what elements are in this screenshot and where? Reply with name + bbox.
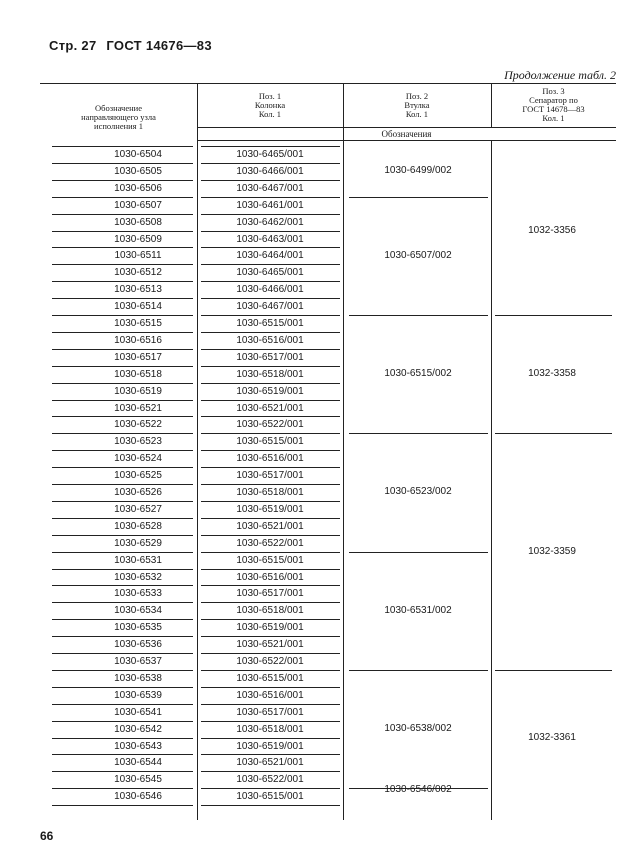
column-header-line: Кол. 1 <box>258 109 282 119</box>
unit-designation: 1030-6519 <box>114 385 162 397</box>
unit-designation: 1030-6508 <box>114 216 162 228</box>
row-rule-unit <box>52 754 193 755</box>
column-designation: 1030-6516/001 <box>236 334 304 346</box>
row-rule-unit <box>52 552 193 553</box>
row-rule-column <box>201 754 340 755</box>
unit-designation: 1030-6534 <box>114 605 162 617</box>
column-designation: 1030-6521/001 <box>236 520 304 532</box>
row-rule-unit <box>52 450 193 451</box>
page-label: Стр. 27 <box>49 38 97 53</box>
column-designation: 1030-6516/001 <box>236 689 304 701</box>
column-designation: 1030-6515/001 <box>236 672 304 684</box>
page-header <box>49 38 218 53</box>
bushing-designation: 1030-6538/002 <box>384 723 452 735</box>
column-designation: 1030-6465/001 <box>236 267 304 279</box>
row-rule-unit <box>52 501 193 502</box>
row-rule-column <box>201 180 340 181</box>
row-rule-unit <box>52 687 193 688</box>
unit-designation: 1030-6535 <box>114 622 162 634</box>
row-rule-unit <box>52 197 193 198</box>
column-designation: 1030-6517/001 <box>236 470 304 482</box>
row-rule-column <box>201 687 340 688</box>
unit-designation: 1030-6521 <box>114 402 162 414</box>
row-rule-unit <box>52 416 193 417</box>
separator-designation: 1032-3359 <box>528 545 576 557</box>
row-rule-unit <box>52 433 193 434</box>
row-rule-unit <box>52 400 193 401</box>
column-header-line: Поз. 2 <box>405 91 429 101</box>
column-header-col2 <box>197 92 343 119</box>
bushing-group-rule <box>349 197 488 198</box>
row-rule-column <box>201 146 340 147</box>
column-designation: 1030-6517/001 <box>236 706 304 718</box>
row-rule-column <box>201 788 340 789</box>
column-designation: 1030-6462/001 <box>236 216 304 228</box>
row-rule-unit <box>52 585 193 586</box>
row-rule-unit <box>52 247 193 248</box>
row-rule-unit <box>52 163 193 164</box>
column-designation: 1030-6517/001 <box>236 588 304 600</box>
table-top-rule <box>40 83 616 84</box>
row-rule-unit <box>52 383 193 384</box>
column-designation: 1030-6464/001 <box>236 250 304 262</box>
unit-designation: 1030-6506 <box>114 182 162 194</box>
column-header-line: Сепаратор по <box>529 95 578 105</box>
row-rule-column <box>201 197 340 198</box>
row-rule-unit <box>52 569 193 570</box>
bushing-group-rule <box>349 315 488 316</box>
bushing-group-rule <box>349 670 488 671</box>
column-designation: 1030-6465/001 <box>236 149 304 160</box>
column-header-line: ГОСТ 14678—83 <box>522 104 585 114</box>
row-rule-unit <box>52 332 193 333</box>
column-designation: 1030-6519/001 <box>236 622 304 634</box>
row-rule-column <box>201 535 340 536</box>
row-rule-column <box>201 231 340 232</box>
unit-designation: 1030-6542 <box>114 723 162 735</box>
row-rule-column <box>201 450 340 451</box>
unit-designation: 1030-6518 <box>114 368 162 380</box>
unit-designation: 1030-6538 <box>114 672 162 684</box>
column-designation: 1030-6516/001 <box>236 571 304 583</box>
unit-designation: 1030-6527 <box>114 503 162 515</box>
column-designation: 1030-6463/001 <box>236 233 304 245</box>
row-rule-column <box>201 332 340 333</box>
column-designation: 1030-6515/001 <box>236 318 304 329</box>
row-rule-column <box>201 214 340 215</box>
row-rule-unit <box>52 214 193 215</box>
header-bottom-rule <box>197 140 616 141</box>
unit-designation: 1030-6514 <box>114 301 162 313</box>
column-divider-1 <box>197 83 198 820</box>
row-rule-unit <box>52 349 193 350</box>
column-header-line: Втулка <box>404 100 430 110</box>
column-designation: 1030-6466/001 <box>236 284 304 296</box>
column-designation: 1030-6519/001 <box>236 385 304 397</box>
row-rule-column <box>201 721 340 722</box>
unit-designation: 1030-6546 <box>114 791 162 803</box>
unit-designation: 1030-6529 <box>114 537 162 549</box>
column-header-col3 <box>343 92 491 119</box>
designation-subheader: Обозначения <box>381 129 432 139</box>
separator-group-rule <box>495 315 612 316</box>
unit-designation: 1030-6515 <box>114 318 162 329</box>
column-designation: 1030-6518/001 <box>236 368 304 380</box>
row-rule-column <box>201 467 340 468</box>
row-rule-unit <box>52 738 193 739</box>
row-rule-column <box>201 349 340 350</box>
header-sub-rule <box>197 127 616 128</box>
row-rule-column <box>201 670 340 671</box>
row-rule-column <box>201 552 340 553</box>
row-rule-column <box>201 585 340 586</box>
unit-designation: 1030-6505 <box>114 165 162 177</box>
separator-designation: 1032-3358 <box>528 368 576 380</box>
row-rule-unit <box>52 146 193 147</box>
column-designation: 1030-6466/001 <box>236 165 304 177</box>
row-rule-column <box>201 518 340 519</box>
row-rule-column <box>201 264 340 265</box>
row-rule-column <box>201 738 340 739</box>
row-rule-unit <box>52 788 193 789</box>
column-header-col1 <box>40 104 197 131</box>
column-header-line: исполнения 1 <box>94 121 143 131</box>
standard-number: ГОСТ 14676—83 <box>106 38 212 53</box>
column-designation: 1030-6517/001 <box>236 351 304 363</box>
row-rule-unit <box>52 721 193 722</box>
row-rule-column <box>201 636 340 637</box>
column-header-line: Поз. 3 <box>542 86 565 96</box>
column-designation: 1030-6515/001 <box>236 791 304 803</box>
unit-designation: 1030-6545 <box>114 774 162 786</box>
column-designation: 1030-6519/001 <box>236 740 304 752</box>
row-rule-column <box>201 704 340 705</box>
column-designation: 1030-6521/001 <box>236 402 304 414</box>
unit-designation: 1030-6531 <box>114 554 162 566</box>
row-rule-column <box>201 298 340 299</box>
bushing-group-rule <box>349 433 488 434</box>
row-rule-unit <box>52 602 193 603</box>
unit-designation: 1030-6525 <box>114 470 162 482</box>
column-designation: 1030-6522/001 <box>236 419 304 431</box>
row-rule-unit <box>52 231 193 232</box>
unit-designation: 1030-6528 <box>114 520 162 532</box>
row-rule-column <box>201 771 340 772</box>
column-designation: 1030-6522/001 <box>236 537 304 549</box>
row-rule-column <box>201 433 340 434</box>
row-rule-unit <box>52 535 193 536</box>
bushing-group-rule <box>349 552 488 553</box>
unit-designation: 1030-6539 <box>114 689 162 701</box>
column-header-line: Кол. 1 <box>405 109 429 119</box>
bushing-designation: 1030-6507/002 <box>384 249 452 261</box>
row-rule-unit <box>52 636 193 637</box>
unit-designation: 1030-6544 <box>114 757 162 769</box>
unit-designation: 1030-6526 <box>114 487 162 498</box>
row-rule-column <box>201 163 340 164</box>
column-designation: 1030-6461/001 <box>236 199 304 211</box>
row-rule-column <box>201 315 340 316</box>
page-number: 66 <box>40 829 54 843</box>
unit-designation: 1030-6504 <box>114 149 162 160</box>
row-rule-column <box>201 619 340 620</box>
row-rule-unit <box>52 805 193 806</box>
row-rule-unit <box>52 619 193 620</box>
column-divider-2 <box>343 83 344 820</box>
row-rule-column <box>201 484 340 485</box>
unit-designation: 1030-6543 <box>114 740 162 752</box>
row-rule-column <box>201 602 340 603</box>
row-rule-unit <box>52 670 193 671</box>
unit-designation: 1030-6532 <box>114 571 162 583</box>
column-designation: 1030-6521/001 <box>236 639 304 651</box>
row-rule-unit <box>52 281 193 282</box>
column-designation: 1030-6515/001 <box>236 554 304 566</box>
column-header-line: направляющего узла <box>81 112 156 122</box>
column-header-line: Колонка <box>254 100 286 110</box>
column-designation: 1030-6522/001 <box>236 656 304 667</box>
column-header-line: Поз. 1 <box>258 91 282 101</box>
row-rule-column <box>201 653 340 654</box>
row-rule-column <box>201 416 340 417</box>
column-designation: 1030-6516/001 <box>236 453 304 465</box>
unit-designation: 1030-6541 <box>114 706 162 718</box>
column-header-line: Кол. 1 <box>542 113 565 123</box>
unit-designation: 1030-6512 <box>114 267 162 279</box>
row-rule-column <box>201 366 340 367</box>
row-rule-column <box>201 281 340 282</box>
row-rule-column <box>201 805 340 806</box>
unit-designation: 1030-6524 <box>114 453 162 465</box>
bushing-designation: 1030-6499/002 <box>384 165 452 177</box>
row-rule-column <box>201 569 340 570</box>
column-designation: 1030-6522/001 <box>236 774 304 786</box>
separator-group-rule <box>495 670 612 671</box>
row-rule-unit <box>52 315 193 316</box>
column-designation: 1030-6467/001 <box>236 301 304 313</box>
row-rule-column <box>201 400 340 401</box>
row-rule-unit <box>52 518 193 519</box>
unit-designation: 1030-6533 <box>114 588 162 600</box>
row-rule-unit <box>52 180 193 181</box>
row-rule-column <box>201 383 340 384</box>
continuation-note: Продолжение табл. 2 <box>504 68 616 82</box>
separator-designation: 1032-3361 <box>528 731 576 743</box>
column-header-line: Обозначение <box>95 103 142 113</box>
unit-designation: 1030-6537 <box>114 656 162 667</box>
bushing-designation: 1030-6531/002 <box>384 604 452 616</box>
row-rule-unit <box>52 467 193 468</box>
column-designation: 1030-6515/001 <box>236 436 304 448</box>
column-designation: 1030-6521/001 <box>236 757 304 769</box>
unit-designation: 1030-6536 <box>114 639 162 651</box>
bushing-designation: 1030-6523/002 <box>384 486 452 498</box>
unit-designation: 1030-6522 <box>114 419 162 431</box>
row-rule-column <box>201 247 340 248</box>
column-divider-3 <box>491 140 492 820</box>
unit-designation: 1030-6523 <box>114 436 162 448</box>
column-designation: 1030-6467/001 <box>236 182 304 194</box>
separator-designation: 1032-3356 <box>528 224 576 236</box>
column-designation: 1030-6518/001 <box>236 723 304 735</box>
row-rule-unit <box>52 264 193 265</box>
column-designation: 1030-6518/001 <box>236 487 304 498</box>
row-rule-unit <box>52 704 193 705</box>
row-rule-unit <box>52 484 193 485</box>
unit-designation: 1030-6509 <box>114 233 162 245</box>
unit-designation: 1030-6513 <box>114 284 162 296</box>
row-rule-unit <box>52 298 193 299</box>
unit-designation: 1030-6516 <box>114 334 162 346</box>
row-rule-column <box>201 501 340 502</box>
bushing-designation: 1030-6546/002 <box>384 784 452 796</box>
row-rule-unit <box>52 771 193 772</box>
column-designation: 1030-6518/001 <box>236 605 304 617</box>
bushing-designation: 1030-6515/002 <box>384 368 452 380</box>
separator-group-rule <box>495 433 612 434</box>
unit-designation: 1030-6511 <box>114 250 162 262</box>
row-rule-unit <box>52 366 193 367</box>
column-designation: 1030-6519/001 <box>236 503 304 515</box>
unit-designation: 1030-6517 <box>114 351 162 363</box>
row-rule-unit <box>52 653 193 654</box>
column-header-col4 <box>491 87 616 123</box>
unit-designation: 1030-6507 <box>114 199 162 211</box>
